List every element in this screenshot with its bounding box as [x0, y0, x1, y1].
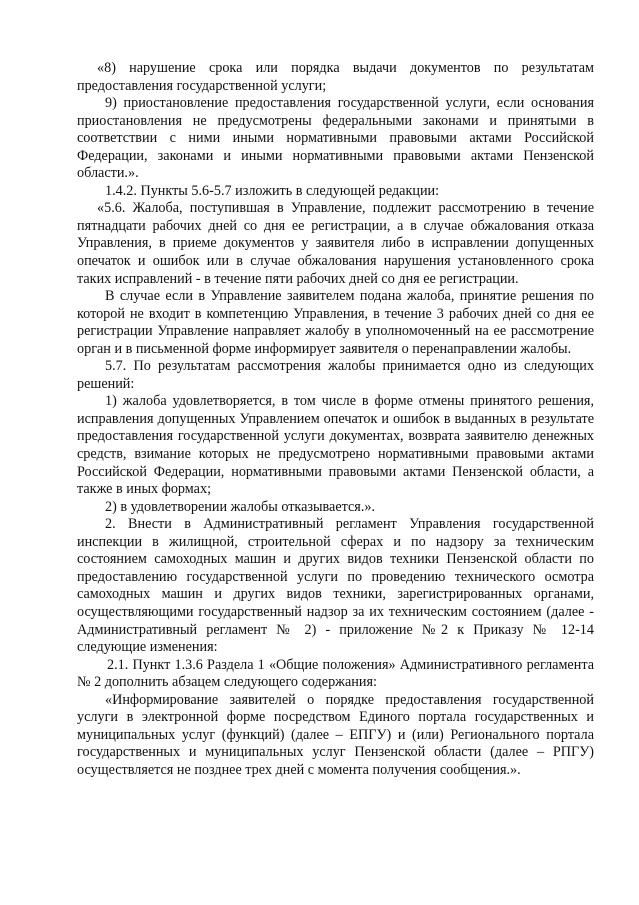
- paragraph-clause-5-7: 5.7. По результатам рассмотрения жалобы принимается одно из следующих решений:: [77, 358, 594, 392]
- paragraph-redirect-complaint: В случае если в Управление заявителем подана жалоба, принятие решения по которой не входит в компетенцию Управления, в течение 3 рабочих дней со дня ее регистрации Управление направляет жалобу в уполномоченный на ее рассмотрение орган и в письменной форме информирует заявителя о перенаправлении жалобы.: [77, 288, 594, 357]
- paragraph-suspension: 9) приостановление предоставления государственной услуги, если основания приостановления не предусмотрены федеральными законами и принятыми в соответствии с ними иными нормативными правовыми актами Российской Федерации, законами и иными нормативными правовыми актами Пензенской области.».: [77, 95, 594, 182]
- paragraph-decision-satisfied: 1) жалоба удовлетворяется, в том числе в форме отмены принятого решения, исправления допущенных Управлением опечаток и ошибок в выданных в результате предоставления государственной услуги документах, возврата заявителю денежных средств, взимание которых не предусмотрено нормативными правовыми актами Российской Федерации, нормативными правовыми актами Пензенской области, а также в иных формах;: [77, 393, 594, 498]
- paragraph-clause-5-6: «5.6. Жалоба, поступившая в Управление, подлежит рассмотрению в течение пятнадцати рабочих дней со дня ее регистрации, а в случае обжалования отказа Управления, в приеме документов у заявителя либо в исправлении допущенных опечаток и ошибок или в случае обжалования нарушения установленного срока таких исправлений - в течение пяти рабочих дней со дня ее регистрации.: [77, 200, 594, 287]
- paragraph-item-2: 2. Внести в Административный регламент Управления государственной инспекции в жилищной, строительной сферах и по надзору за техническим состоянием самоходных машин и других видов техники Пензенской области по предоставлению государственной услуги по проведению технического осмотра самоходных машин и других видов техники, зарегистрированных органами, осуществляющими государственный надзор за их техническим состоянием (далее - Административный регламент № 2) - приложение №2 к Приказу № 12-14 следующие изменения:: [77, 516, 594, 656]
- paragraph-informing-applicants: «Информирование заявителей о порядке предоставления государственной услуги в электронной форме посредством Единого портала государственных и муниципальных услуг (функций) (далее – ЕПГУ) и (или) Регионального портала государственных и муниципальных услуг Пензенской области (далее – РПГУ) осуществляется не позднее трех дней с момента получения сообщения.».: [77, 691, 594, 778]
- paragraph-violation-deadline: «8) нарушение срока или порядка выдачи документов по результатам предоставления государственной услуги;: [77, 60, 594, 94]
- document-body: [77, 60, 594, 779]
- paragraph-item-2-1: 2.1. Пункт 1.3.6 Раздела 1 «Общие положения» Административного регламента № 2 дополнить абзацем следующего содержания:: [77, 656, 594, 691]
- paragraph-item-1-4-2: 1.4.2. Пункты 5.6-5.7 изложить в следующей редакции:: [105, 182, 440, 199]
- paragraph-decision-refused: 2) в удовлетворении жалобы отказывается.».: [105, 498, 376, 515]
